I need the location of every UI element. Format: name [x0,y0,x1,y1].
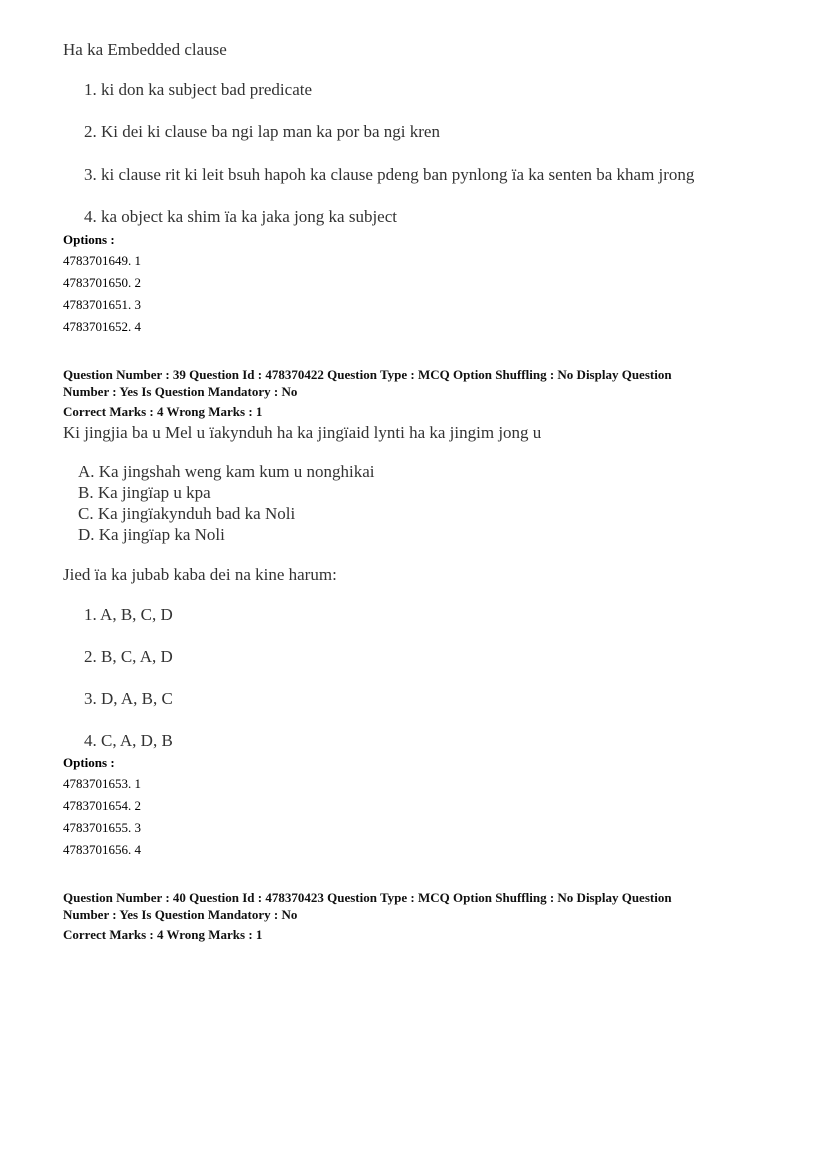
question-meta [63,366,763,420]
list-item: 4. ka object ka shim ïa ka jaka jong ka subject [84,207,397,226]
option-row: 4783701655. 3 [63,820,141,835]
list-item: 3. D, A, B, C [84,689,173,708]
question-marks: Correct Marks : 4 Wrong Marks : 1 [63,927,263,942]
option-row: 4783701649. 1 [63,253,141,268]
option-row: 4783701652. 4 [63,319,141,334]
question-heading: Ha ka Embedded clause [63,40,227,59]
option-row: 4783701656. 4 [63,842,141,857]
options-label: Options : [63,232,115,247]
options-label: Options : [63,755,115,770]
option-row: 4783701654. 2 [63,798,141,813]
list-item: 1. ki don ka subject bad predicate [84,80,313,99]
question-prompt: Jied ïa ka jubab kaba dei na kine harum: [63,565,337,584]
question-meta [63,889,763,943]
question-meta-line: Question Number : 39 Question Id : 478370422 Question Type : MCQ Option Shuffling : No Display Question [63,367,672,382]
statement-item: C. Ka jingïakynduh bad ka Noli [78,504,296,523]
list-item: 4. C, A, D, B [84,731,173,750]
question-marks: Correct Marks : 4 Wrong Marks : 1 [63,404,263,419]
question-meta-line: Question Number : 40 Question Id : 478370423 Question Type : MCQ Option Shuffling : No Display Question [63,890,672,905]
question-meta-line: Number : Yes Is Question Mandatory : No [63,907,298,922]
option-row: 4783701650. 2 [63,275,141,290]
list-item: 2. B, C, A, D [84,647,173,666]
list-item: 2. Ki dei ki clause ba ngi lap man ka por ba ngi kren [84,122,440,141]
statement-item: D. Ka jingïap ka Noli [78,525,225,544]
option-row: 4783701651. 3 [63,297,141,312]
question-text: Ki jingjia ba u Mel u ïakynduh ha ka jingïaid lynti ha ka jingim jong u [63,423,542,442]
list-item: 3. ki clause rit ki leit bsuh hapoh ka clause pdeng ban pynlong ïa ka senten ba kham jrong [84,165,695,184]
statement-item: A. Ka jingshah weng kam kum u nonghikai [78,462,375,481]
question-meta-line: Number : Yes Is Question Mandatory : No [63,384,298,399]
statement-item: B. Ka jingïap u kpa [78,483,211,502]
option-row: 4783701653. 1 [63,776,141,791]
list-item: 1. A, B, C, D [84,605,173,624]
